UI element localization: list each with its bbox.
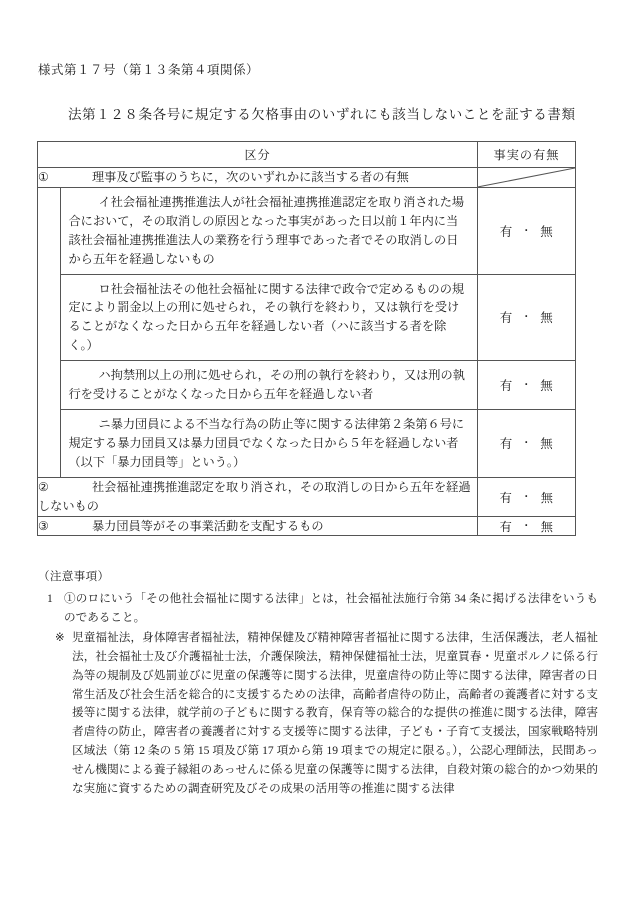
subitem-ro-marker: ロ (98, 281, 111, 296)
subitem-ni-text: 暴力団員による不当な行為の防止等に関する法律第２条第６号に規定する暴力団員又は暴力団員でなくなった日から５年を経過しない者（以下「暴力団員等」という。） (68, 416, 465, 469)
header-fact: 事実の有無 (478, 142, 576, 168)
answer-no[interactable]: 無 (540, 311, 553, 326)
row-2-category (38, 477, 478, 516)
subitem-i-answer-cell[interactable] (477, 188, 575, 274)
answer-separator: ・ (521, 491, 532, 503)
answer-yes[interactable]: 有 (499, 437, 513, 452)
row-2-answer-cell[interactable] (478, 477, 576, 516)
table-header-row (38, 142, 576, 168)
row-3-text: 暴力団員等がその事業活動を支配するもの (92, 518, 324, 533)
row-3-answer-cell[interactable] (478, 516, 576, 536)
subitem-ni-marker: ニ (98, 416, 111, 431)
answer-separator: ・ (521, 380, 532, 392)
answer-no[interactable]: 無 (540, 437, 553, 452)
table-row (38, 477, 576, 516)
row-2-text: 社会福祉連携推進認定を取り消され，その取消しの日から五年を経過しないもの (38, 479, 471, 513)
note-item-1-marker: 1 (47, 591, 53, 605)
answer-yes[interactable]: 有 (499, 379, 513, 394)
eligibility-table-wrapper (37, 141, 575, 536)
header-category: 区分 (38, 142, 478, 168)
row-3-category (38, 516, 478, 536)
eligibility-table (37, 141, 576, 536)
note-subitem-1-text: 児童福祉法，身体障害者福祉法，精神保健及び精神障害者福祉に関する法律，生活保護法，老人福祉法，社会福祉士及び介護福祉士法，介護保険法，精神保健福祉士法，児童買春・児童ポルノに係る行為等の規制及び処罰並びに児童の保護等に関する法律，児童虐待の防止等に関する法律，障害者の日常生活及び社会生活を総合的に支援するための法律，高齢者虐待の防止，高齢者の養護者に対する支援等に関する法律，就学前の子どもに関する教育，保育等の総合的な提供の推進に関する法律，障害者虐待の防止，障害者の養護者に対する支援等に関する法律，子ども・子育て支援法，国家戦略特別区域法（第 12 条の 5 第 15 項及び第 17 項から第 19 項までの規定に限る。），公認心理師法，民間あっせん機関による養子縁組のあっせんに係る児童の保護等に関する法律，自殺対策の総合的かつ効果的な実施に資するための調査研究及びその成果の活用等の推進に関する法律 (72, 631, 598, 795)
answer-yes[interactable]: 有 (499, 519, 513, 534)
answer-separator: ・ (521, 312, 532, 324)
answer-yes[interactable]: 有 (499, 311, 513, 326)
subitem-indent-spacer (38, 361, 60, 410)
row-1-text: 理事及び監事のうちに，次のいずれかに該当する者の有無 (92, 170, 409, 184)
answer-no[interactable]: 無 (540, 224, 553, 239)
subitem-ni-answer-cell[interactable] (477, 409, 575, 476)
subitem-indent-spacer (38, 409, 60, 476)
notes-section (38, 568, 598, 798)
subitem-ro-text-cell (60, 274, 477, 361)
answer-no[interactable]: 無 (540, 519, 554, 534)
subitem-ha-answer-cell[interactable] (477, 361, 575, 410)
table-row (38, 168, 576, 188)
note-item-1-text: ①のロにいう「その他社会福祉に関する法律」とは，社会福祉法施行令第 34 条に掲げる法律をいうものであること。 (64, 591, 598, 624)
row-1-category (38, 168, 478, 188)
form-number: 様式第１７号（第１３条第４項関係） (38, 63, 260, 77)
subitem-ro-text: 社会福祉法その他社会福祉に関する法律で政令で定めるものの規定により罰金以上の刑に処せられ，その執行を終わり，又は執行を受けることがなくなった日から五年を経過しない者（ハに該当する者を除く。） (68, 281, 465, 353)
subitem-i-text-cell (60, 188, 477, 274)
subitem-ha-marker: ハ (98, 368, 111, 383)
answer-no[interactable]: 無 (540, 379, 553, 394)
subitem-ni-text-cell (60, 409, 477, 476)
note-subitem-1-marker: ※ (55, 631, 65, 645)
subitem-ha-text: 拘禁刑以上の刑に処せられ，その刑の執行を終わり，又は刑の執行を受けることがなくなった日から五年を経過しない者 (68, 368, 465, 402)
subitem-indent-spacer (38, 274, 60, 361)
row-1-number: ① (38, 170, 49, 184)
row-1-fact-diagonal-cell (478, 168, 576, 188)
answer-no[interactable]: 無 (540, 490, 554, 505)
diagonal-strike-icon (478, 168, 575, 187)
answer-separator: ・ (521, 520, 532, 532)
subitem-i-marker: イ (98, 194, 111, 209)
subitem-ro-answer-cell[interactable] (477, 274, 575, 361)
subitem-row (38, 409, 575, 476)
note-subitem-1 (38, 629, 598, 798)
subitem-row (38, 188, 575, 274)
subitem-row (38, 361, 575, 410)
subitem-row (38, 274, 575, 361)
answer-separator: ・ (521, 438, 532, 450)
row-3-number: ③ (38, 518, 49, 533)
table-subitems-row (38, 187, 576, 477)
row-2-number: ② (38, 479, 49, 494)
answer-separator: ・ (521, 225, 532, 237)
table-row (38, 516, 576, 536)
answer-yes[interactable]: 有 (499, 490, 513, 505)
document-title: 法第１２８条各号に規定する欠格事由のいずれにも該当しないことを証する書類 (68, 107, 576, 122)
note-item-1 (38, 590, 598, 628)
answer-yes[interactable]: 有 (499, 224, 513, 239)
subitem-ha-text-cell (60, 361, 477, 410)
subitem-indent-spacer (38, 188, 60, 274)
notes-heading: （注意事項） (38, 570, 110, 583)
subitem-i-text: 社会福祉連携推進法人が社会福祉連携推進認定を取り消された場合において，その取消しの原因となった事実があった日以前１年内に当該社会福祉連携推進法人の業務を行う理事であった者でその取消しの日から五年を経過しないもの (68, 194, 465, 266)
subitems-table (38, 188, 575, 477)
row-1-subitems-container (38, 187, 576, 477)
